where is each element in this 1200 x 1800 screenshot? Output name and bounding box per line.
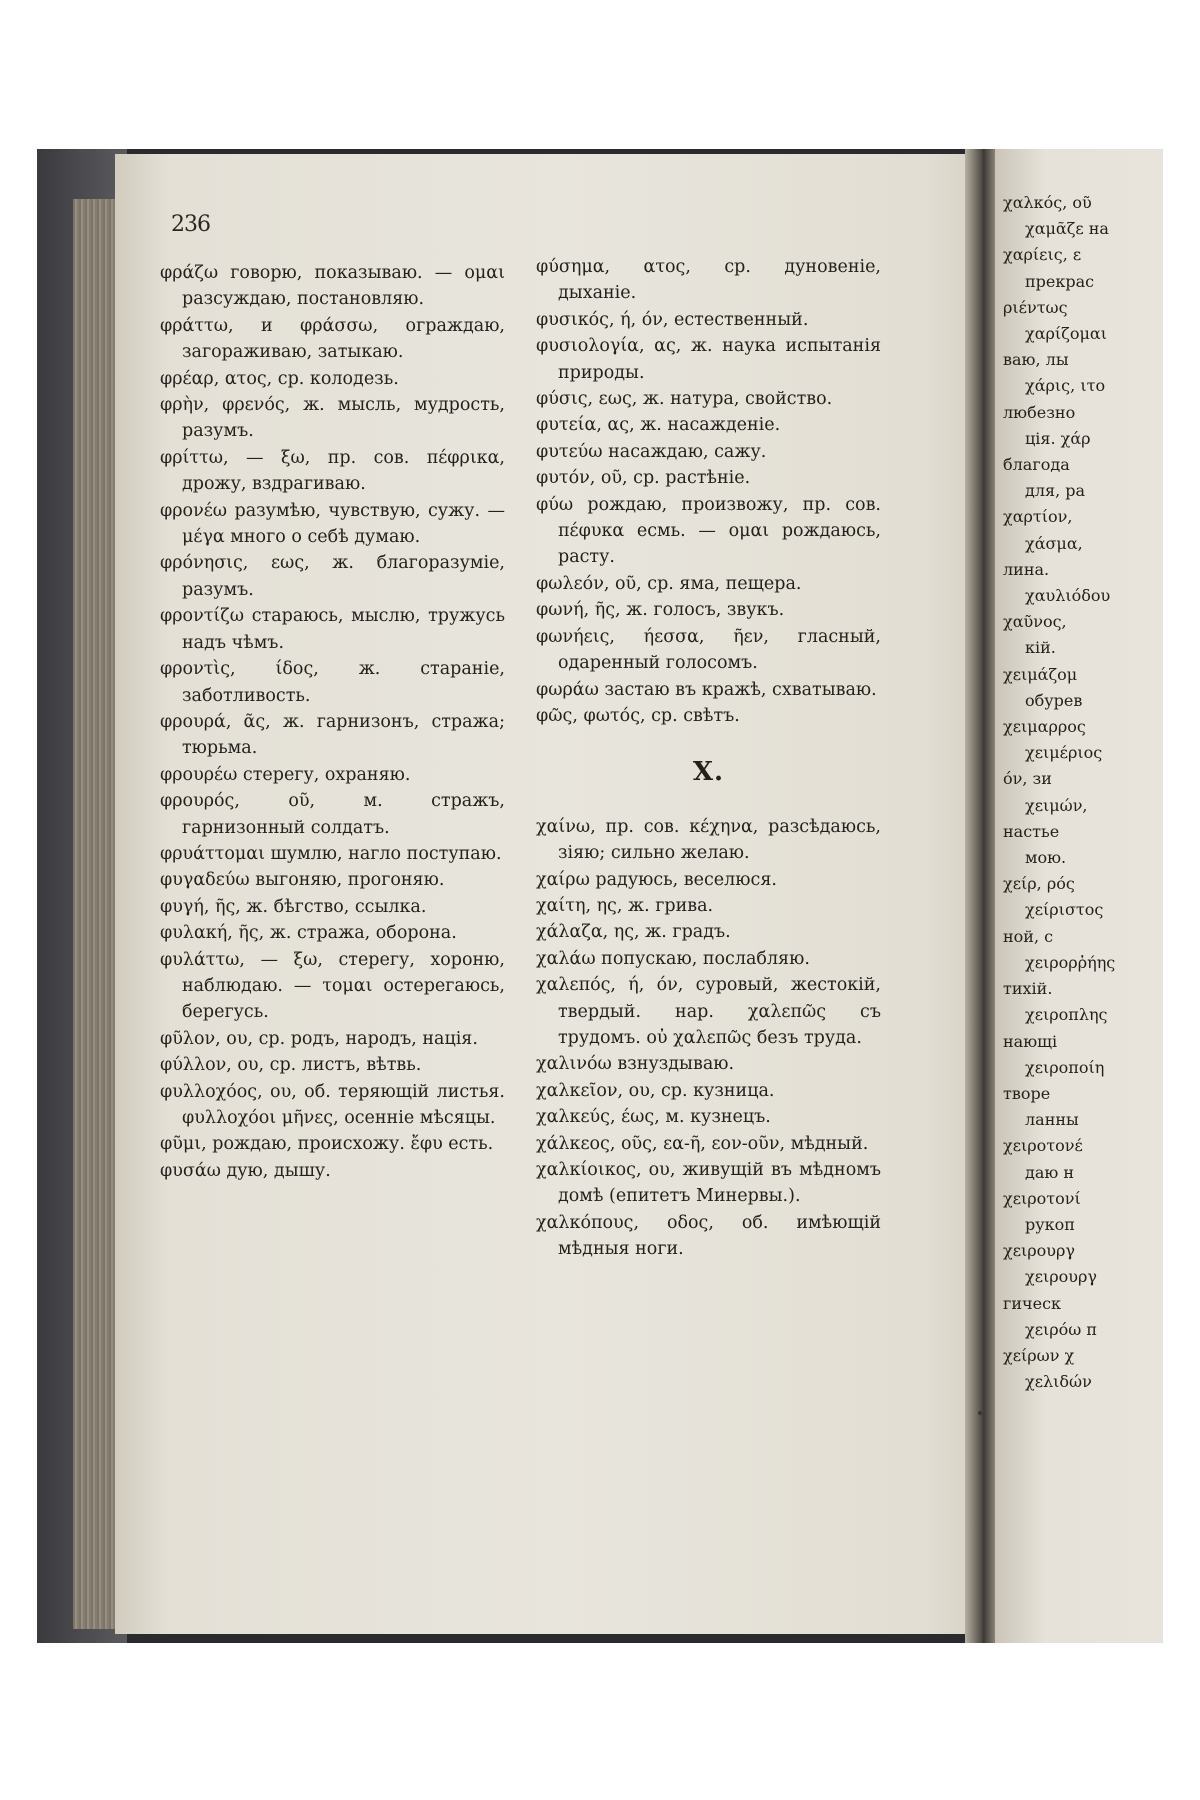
fragment-line: χειμέριος xyxy=(1025,743,1103,763)
fragment-line: χειρουργ xyxy=(1025,1267,1097,1287)
dictionary-entry: φυτεία, ας, ж. насажденіе. xyxy=(536,415,781,436)
dictionary-entry: φρέαρ, ατος, ср. колодезь. xyxy=(160,368,399,389)
fragment-line: настье xyxy=(1003,821,1060,841)
fragment-line: для, ра xyxy=(1025,481,1086,501)
fragment-line: χείριστος xyxy=(1025,900,1104,920)
fragment-line: прекрас xyxy=(1025,271,1095,291)
fragment-line: творе xyxy=(1003,1083,1051,1103)
dictionary-entry: φύσημα, ατος, ср. дуновеніе, дыханіе. xyxy=(536,257,881,304)
fragment-line: гическ xyxy=(1003,1293,1062,1313)
fragment-line: χείρ, ρός xyxy=(1003,874,1075,894)
dictionary-entry: φωνή, ῆς, ж. голосъ, звукъ. xyxy=(536,600,785,621)
dictionary-entry: φωλεόν, οῦ, ср. яма, пещера. xyxy=(536,573,802,594)
dictionary-entry: φρονέω разумѣю, чувствую, сужу. — μέγα много о себѣ думаю. xyxy=(160,500,505,548)
fragment-line: όν, зи xyxy=(1003,769,1052,789)
dictionary-entry: φῦλον, ου, ср. родъ, народъ, нація. xyxy=(160,1028,478,1049)
fragment-line: даю н xyxy=(1025,1162,1075,1182)
fragment-line: χαυλιόδου xyxy=(1025,586,1111,606)
fragment-line: тихій. xyxy=(1003,979,1053,999)
dictionary-entry: φρουρός, οῦ, м. стражъ, гарнизонный солдатъ. xyxy=(160,791,505,838)
dictionary-entry: φυσάω дую, дышу. xyxy=(160,1160,331,1181)
dictionary-entry: φυτόν, οῦ, ср. растѣніе. xyxy=(536,468,751,489)
phi-entries-continued xyxy=(536,254,881,729)
fragment-line: χειροπλης xyxy=(1025,1005,1108,1025)
fragment-line: ція. χάρ xyxy=(1025,428,1091,448)
dictionary-entry: φροντίζω стараюсь, мыслю, тружусь надъ чѣмъ. xyxy=(160,606,505,653)
dictionary-entry: χάλαζα, ης, ж. градъ. xyxy=(536,922,731,943)
dictionary-entry: φρουρέω стерегу, охраняю. xyxy=(160,764,411,785)
dictionary-entry: φυλάττω, — ξω, стерегу, хороню, наблюдаю. — τομαι остерегаюсь, берегусь. xyxy=(160,949,505,1023)
fragment-line: любезно xyxy=(1003,402,1076,422)
dictionary-entry: χαλκίοικος, ου, живущій въ мѣдномъ домѣ (епитетъ Минервы.). xyxy=(536,1160,881,1207)
dictionary-entry: χαλκεῖον, ου, ср. кузница. xyxy=(536,1080,775,1101)
dictionary-entry: φωνήεις, ήεσσα, ῆεν, гласный, одаренный голосомъ. xyxy=(536,626,881,674)
right-column xyxy=(536,254,881,1263)
fragment-line: χαμᾶζε на xyxy=(1025,219,1109,239)
fragment-line: χαῦνος, xyxy=(1003,612,1067,632)
dictionary-entry: φυλακή, ῆς, ж. стража, оборона. xyxy=(160,923,457,944)
fragment-line: χειμαρρος xyxy=(1003,717,1086,737)
dictionary-entry: χαλάω попускаю, послабляю. xyxy=(536,948,810,969)
dictionary-entry: χαλινόω взнуздываю. xyxy=(536,1054,735,1075)
dictionary-entry: χάλκεος, οῦς, εα-ῆ, εον-οῦν, мѣдный. xyxy=(536,1133,869,1154)
fragment-line: χειρουργ xyxy=(1003,1241,1075,1261)
dictionary-entry: φρόνησις, εως, ж. благоразуміе, разумъ. xyxy=(160,553,505,600)
fragment-line: нающі xyxy=(1003,1031,1058,1051)
dictionary-entry: φύσις, εως, ж. натура, свойство. xyxy=(536,389,833,410)
fragment-line: ной, с xyxy=(1003,926,1054,946)
page-number: 236 xyxy=(171,212,210,237)
left-column xyxy=(160,260,505,1184)
dictionary-entry: φῦμι, рождаю, происхожу. ἔφυ есть. xyxy=(160,1134,494,1155)
fragment-line: χείρων χ xyxy=(1003,1345,1075,1365)
fragment-line: мою. xyxy=(1025,848,1067,868)
fragment-line: ваю, лы xyxy=(1003,350,1069,370)
fragment-line: χειμών, xyxy=(1025,795,1088,815)
dictionary-entry: φύω рождаю, произвожу, пр. сов. πέφυκα есмь. — ομαι рождаюсь, расту. xyxy=(536,494,881,568)
fragment-line: χαρίεις, ε xyxy=(1003,245,1082,265)
dictionary-entry: χαίτη, ης, ж. грива. xyxy=(536,895,714,916)
dictionary-entry: χαλκόπους, οδος, об. имѣющій мѣдныя ноги. xyxy=(536,1212,881,1260)
dictionary-entry: χαίρω радуюсь, веселюся. xyxy=(536,869,777,890)
fragment-line: χειρορῥήης xyxy=(1025,952,1116,972)
fragment-line: ланны xyxy=(1025,1110,1079,1130)
fragment-line: χειμάζομ xyxy=(1003,664,1078,684)
dictionary-entry: φωράω застаю въ кражѣ, схватываю. xyxy=(536,679,877,700)
fragment-line: χαλκός, οῦ xyxy=(1003,193,1092,212)
dictionary-entry: φρίττω, — ξω, пр. сов. πέφρικα, дрожу, вздрагиваю. xyxy=(160,447,505,495)
chi-entries xyxy=(536,814,881,1263)
dictionary-entry: φράζω говорю, показываю. — ομαι разсуждаю, постановляю. xyxy=(160,263,505,310)
fragment-line: χειροποίη xyxy=(1025,1057,1105,1077)
right-page-fragments xyxy=(1003,190,1173,1395)
dictionary-entry: χαλεπός, ή, όν, суровый, жестокій, твердый. нар. χαλεπῶς съ трудомъ. οὐ χαλεπῶς безъ труда. xyxy=(536,975,881,1048)
dictionary-entry: φυσικός, ή, όν, естественный. xyxy=(536,309,809,330)
fragment-line: χειρόω п xyxy=(1025,1319,1098,1339)
dictionary-entry: χαίνω, пр. сов. κέχηνα, разсѣдаюсь, зіяю; сильно желаю. xyxy=(536,816,881,864)
dictionary-entry: φῶς, φωτός, ср. свѣтъ. xyxy=(536,705,740,726)
fragment-line: χάσμα, xyxy=(1025,533,1083,553)
dictionary-entry: χαλκεύς, έως, м. кузнецъ. xyxy=(536,1107,771,1128)
dictionary-entry: φρυάττομαι шумлю, нагло поступаю. xyxy=(160,843,502,864)
fragment-line: χειροτονί xyxy=(1003,1188,1081,1208)
dictionary-entry: φυγή, ῆς, ж. бѣгство, ссылка. xyxy=(160,896,427,917)
dictionary-entry: φράττω, и φράσσω, ограждаю, загораживаю, затыкаю. xyxy=(160,315,505,363)
dictionary-entry: φυτεύω насаждаю, сажу. xyxy=(536,441,767,462)
fragment-line: рукоп xyxy=(1025,1214,1075,1234)
fragment-line: χαρίζομαι xyxy=(1025,324,1107,344)
dictionary-entry: φρουρά, ᾶς, ж. гарнизонъ, стража; тюрьма. xyxy=(160,711,505,759)
fragment-line: обурев xyxy=(1025,690,1083,710)
fragment-line: χαρτίον, xyxy=(1003,507,1073,527)
fragment-line: χάρις, ιτο xyxy=(1025,376,1106,396)
fragment-line: кій. xyxy=(1025,638,1056,658)
dictionary-entry: φύλλον, ου, ср. листъ, вѣтвь. xyxy=(160,1055,422,1076)
dictionary-entry: φυγαδεύω выгоняю, прогоняю. xyxy=(160,870,445,891)
dictionary-entry: φρὴν, φρενός, ж. мысль, мудрость, разумъ. xyxy=(160,395,505,442)
dictionary-entry: φυλλοχόος, ου, об. теряющій листья. φυλλοχόοι μῆνες, осенніе мѣсяцы. xyxy=(160,1081,505,1128)
letter-heading: Χ. xyxy=(692,757,725,788)
fragment-line: лина. xyxy=(1003,559,1050,579)
dictionary-entry: φυσιολογία, ας, ж. наука испытанія природы. xyxy=(536,336,881,383)
dictionary-entry: φροντὶς, ίδος, ж. стараніе, заботливость. xyxy=(160,659,505,706)
page-corner-mark xyxy=(840,1405,1000,1445)
fragment-line: χελιδών xyxy=(1025,1372,1092,1392)
fragment-line: благода xyxy=(1003,455,1070,475)
fragment-line: χειροτονέ xyxy=(1003,1136,1083,1156)
fragment-line: ριέντως xyxy=(1003,297,1068,317)
